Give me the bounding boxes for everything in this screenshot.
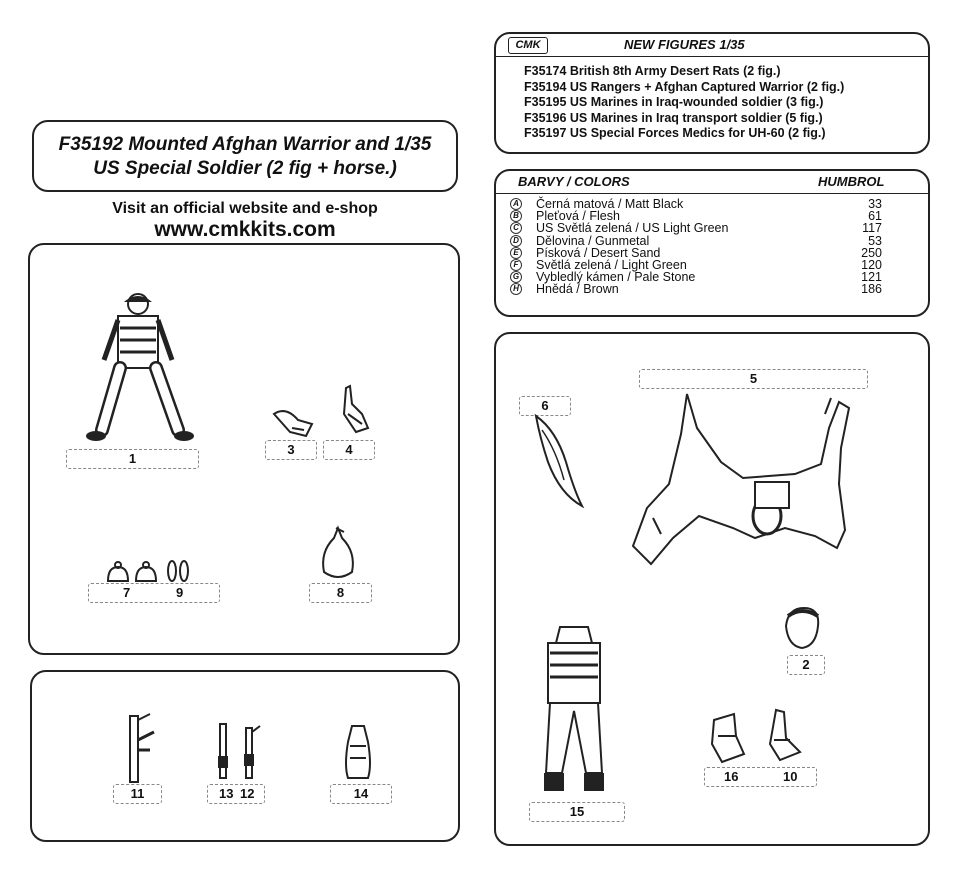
part-number: 13 bbox=[219, 786, 234, 801]
pouches-part-7 bbox=[104, 557, 194, 585]
colors-heading: BARVY / COLORS bbox=[518, 174, 630, 189]
new-figures-box bbox=[494, 32, 930, 154]
part-number: 16 bbox=[724, 769, 739, 784]
part-label: 15 bbox=[529, 802, 625, 822]
color-letter: B bbox=[510, 210, 522, 222]
new-figures-list bbox=[524, 64, 844, 142]
humbrol-heading: HUMBROL bbox=[818, 174, 885, 189]
part-number: 12 bbox=[240, 786, 255, 801]
color-name: Hnědá / Brown bbox=[536, 282, 619, 297]
part-number: 9 bbox=[176, 585, 184, 600]
website-caption: Visit an official website and e-shop bbox=[112, 200, 378, 217]
color-letter: C bbox=[510, 222, 522, 234]
part-label: 4 bbox=[323, 440, 375, 460]
color-letter: D bbox=[510, 235, 522, 247]
color-name: Vybledlý kámen / Pale Stone bbox=[536, 270, 696, 285]
color-name: Pleťová / Flesh bbox=[536, 209, 620, 224]
bag-part-8 bbox=[316, 524, 360, 584]
color-name: US Světlá zelená / US Light Green bbox=[536, 221, 729, 236]
part-label: 2 bbox=[787, 655, 825, 675]
color-letter: G bbox=[510, 271, 522, 283]
part-label: 1 bbox=[66, 449, 199, 469]
color-letter: E bbox=[510, 247, 522, 259]
part-label: 14 bbox=[330, 784, 392, 804]
color-row bbox=[510, 283, 920, 295]
part-label: 11 bbox=[113, 784, 162, 804]
colors-table bbox=[510, 198, 920, 296]
humbrol-code: 117 bbox=[862, 221, 882, 236]
rider-figure bbox=[80, 290, 200, 450]
tail-part-6 bbox=[530, 410, 590, 510]
color-name: Dělovina / Gunmetal bbox=[536, 233, 650, 248]
website-url[interactable]: www.cmkkits.com bbox=[154, 218, 336, 241]
humbrol-code: 120 bbox=[861, 257, 882, 272]
part-label: 8 bbox=[309, 583, 372, 603]
part-label bbox=[88, 583, 220, 603]
rifle-part-11 bbox=[120, 710, 160, 786]
part-label bbox=[207, 784, 265, 804]
list-item: F35174 British 8th Army Desert Rats (2 fig.) bbox=[524, 64, 781, 78]
head-part-2 bbox=[780, 604, 824, 654]
part-label: 6 bbox=[519, 396, 571, 416]
colors-header bbox=[496, 171, 928, 194]
cmk-logo: CMK bbox=[508, 37, 548, 54]
legs-parts-16-10 bbox=[706, 706, 806, 770]
humbrol-code: 61 bbox=[868, 209, 882, 224]
part-label bbox=[704, 767, 817, 787]
part-label: 5 bbox=[639, 369, 868, 389]
bag-part-14 bbox=[340, 722, 376, 782]
color-name: Světlá zelená / Light Green bbox=[536, 257, 687, 272]
part-number: 10 bbox=[783, 769, 798, 784]
color-letter: A bbox=[510, 198, 522, 210]
kit-title-line1: F35192 Mounted Afghan Warrior and 1/35 bbox=[58, 134, 432, 155]
color-letter: H bbox=[510, 283, 522, 295]
color-row bbox=[510, 222, 920, 234]
color-name: Písková / Desert Sand bbox=[536, 245, 661, 260]
kit-title-line2: US Special Soldier (2 fig + horse.) bbox=[93, 158, 397, 179]
list-item: F35197 US Special Forces Medics for UH-60 (2 fig.) bbox=[524, 126, 826, 140]
soldier-part-15 bbox=[532, 623, 616, 799]
humbrol-code: 53 bbox=[868, 233, 882, 248]
horse-part-5 bbox=[625, 388, 875, 580]
colors-box bbox=[494, 169, 930, 317]
new-figures-header bbox=[496, 34, 928, 57]
humbrol-code: 121 bbox=[861, 270, 882, 285]
color-row bbox=[510, 235, 920, 247]
color-name: Černá matová / Matt Black bbox=[536, 197, 684, 211]
part-number: 7 bbox=[123, 585, 131, 600]
list-item: F35194 US Rangers + Afghan Captured Warrior (2 fig.) bbox=[524, 79, 845, 94]
rifles-part-13-12 bbox=[212, 720, 264, 782]
list-item: F35195 US Marines in Iraq-wounded soldier (3 fig.) bbox=[524, 95, 824, 109]
color-letter: F bbox=[510, 259, 522, 271]
hand-part-3 bbox=[268, 402, 324, 442]
hand-part-4 bbox=[332, 384, 378, 436]
list-item: F35196 US Marines in Iraq transport soldier (5 fig.) bbox=[524, 110, 823, 125]
humbrol-code: 186 bbox=[861, 282, 882, 297]
humbrol-code: 33 bbox=[868, 197, 882, 211]
new-figures-title: NEW FIGURES 1/35 bbox=[624, 37, 745, 52]
part-label: 3 bbox=[265, 440, 317, 460]
humbrol-code: 250 bbox=[861, 245, 882, 260]
kit-title-box bbox=[32, 120, 458, 192]
